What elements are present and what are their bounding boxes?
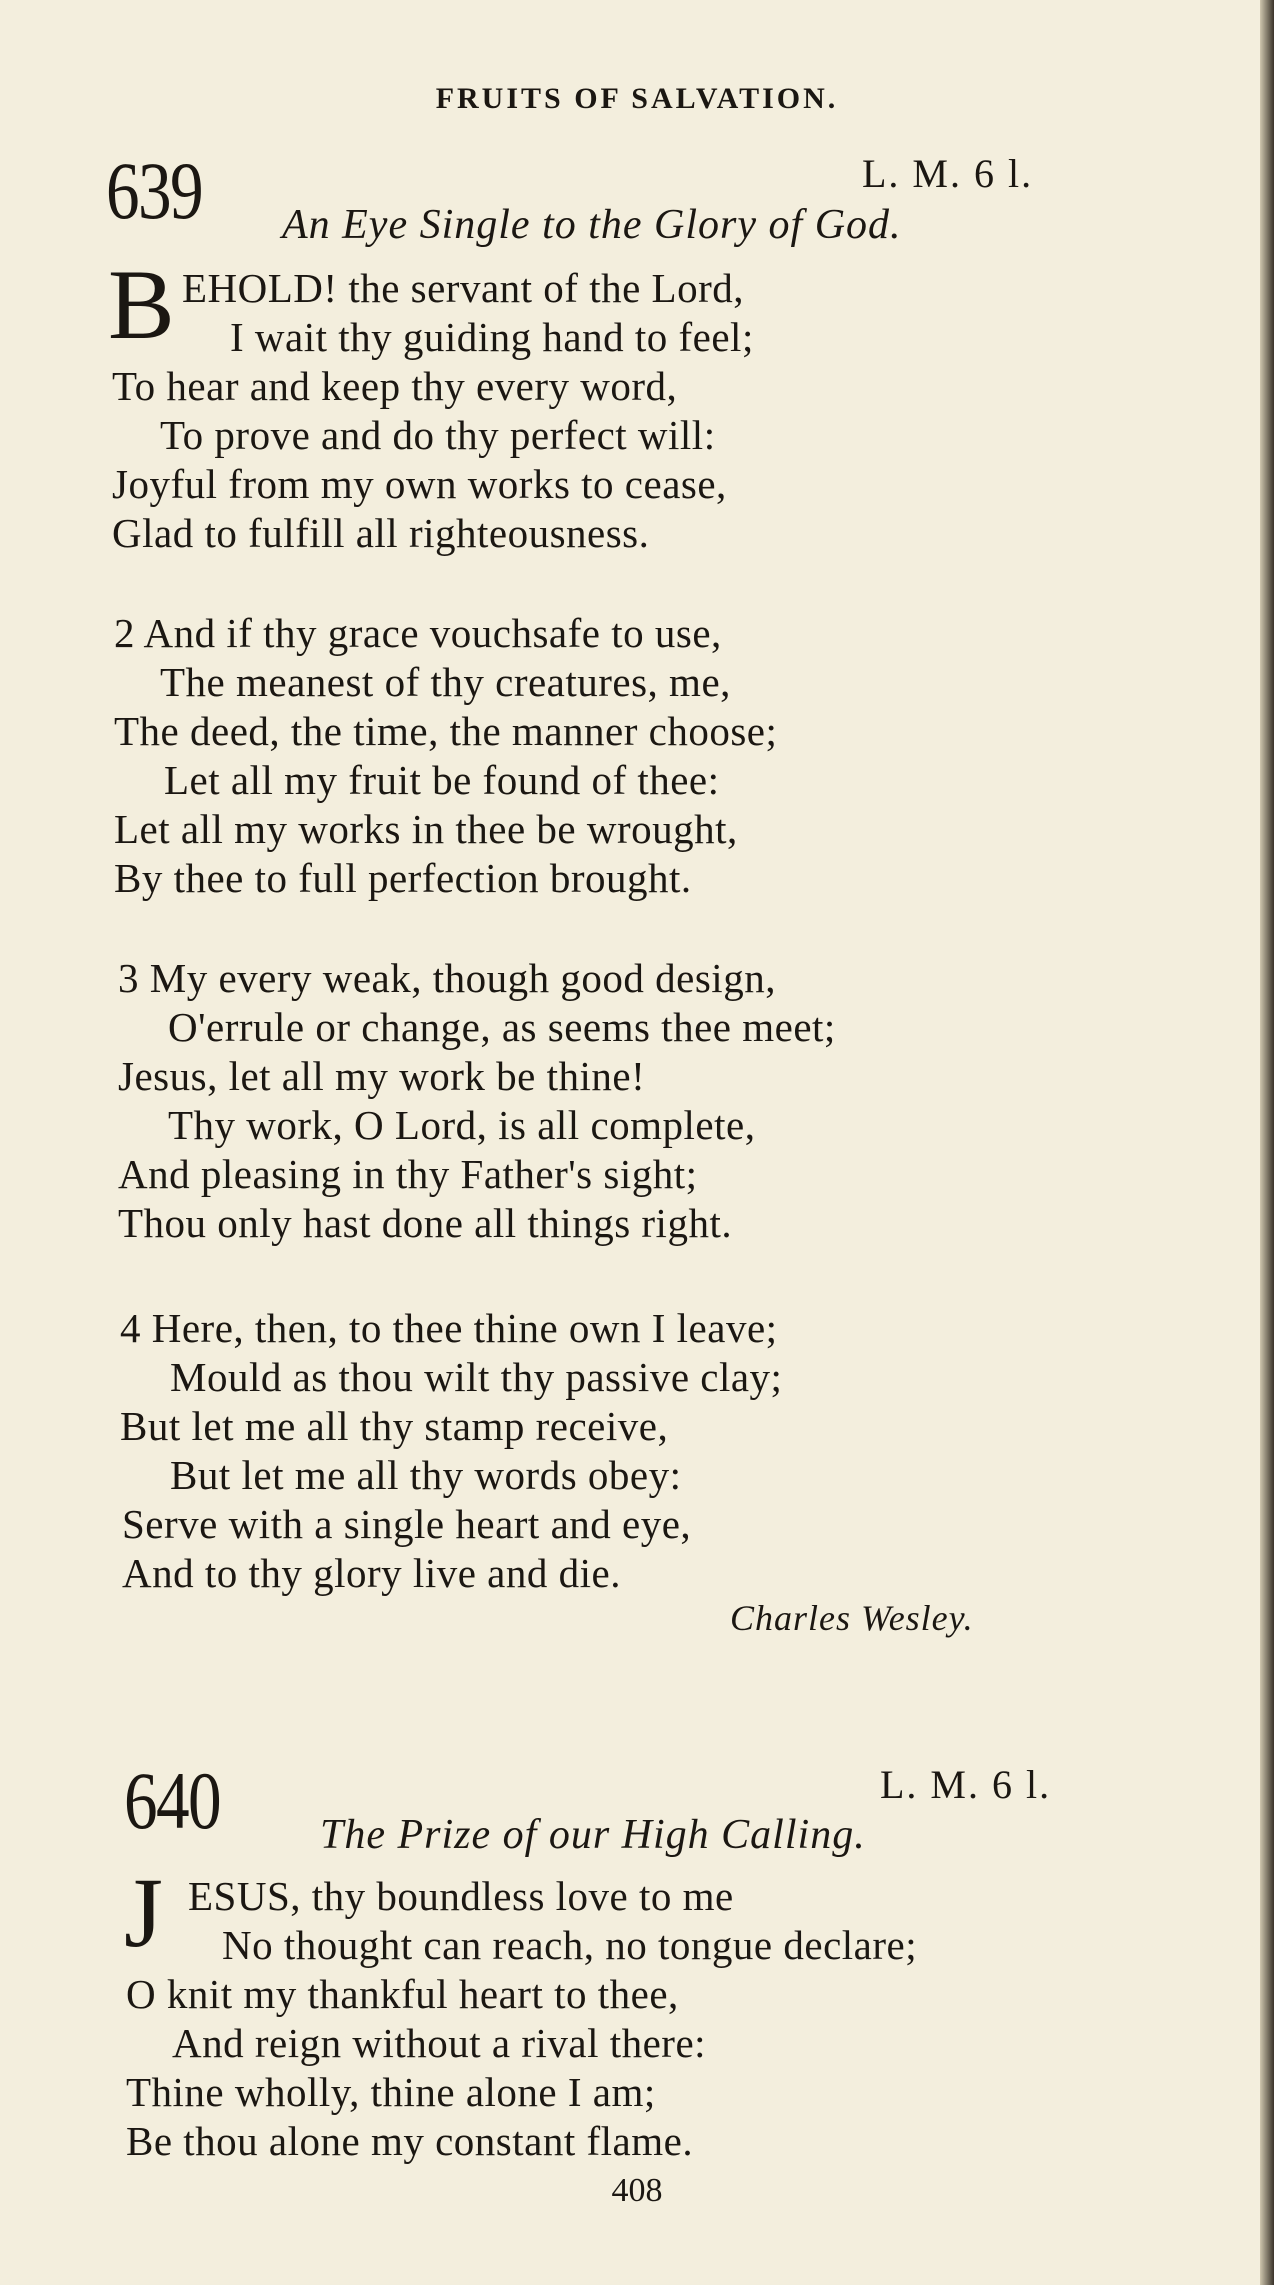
verse-line: Glad to fulfill all righteousness. — [112, 510, 650, 556]
verse-line: The deed, the time, the manner choose; — [114, 708, 778, 754]
verse-line: And to thy glory live and die. — [122, 1550, 621, 1596]
verse-line: By thee to full perfection brought. — [114, 855, 692, 901]
verse-line: 2 And if thy grace vouchsafe to use, — [114, 610, 722, 656]
hymn-meter: L. M. 6 l. — [862, 151, 1034, 196]
hymn-author: Charles Wesley. — [730, 1598, 974, 1638]
verse-line: But let me all thy words obey: — [170, 1452, 682, 1498]
hymn-meter: L. M. 6 l. — [880, 1762, 1052, 1807]
page-edge — [1260, 0, 1274, 2285]
hymn-number: 640 — [124, 1755, 220, 1846]
verse-line: To prove and do thy perfect will: — [160, 412, 716, 458]
verse-line: Thy work, O Lord, is all complete, — [168, 1102, 756, 1148]
running-head: FRUITS OF SALVATION. — [435, 82, 839, 115]
verse-line: Thou only hast done all things right. — [118, 1200, 733, 1246]
verse-line: The meanest of thy creatures, me, — [160, 659, 731, 705]
verse-line: O knit my thankful heart to thee, — [126, 1971, 679, 2017]
verse-line: EHOLD! the servant of the Lord, — [182, 265, 744, 311]
verse-line: But let me all thy stamp receive, — [120, 1403, 669, 1449]
verse-line: 4 Here, then, to thee thine own I leave; — [120, 1305, 778, 1351]
verse-line: Thine wholly, thine alone I am; — [126, 2069, 656, 2115]
hymn-title: The Prize of our High Calling. — [320, 1812, 866, 1858]
verse-line: Jesus, let all my work be thine! — [118, 1053, 646, 1099]
verse-line: No thought can reach, no tongue declare; — [222, 1922, 918, 1968]
verse-line: I wait thy guiding hand to feel; — [230, 314, 754, 360]
hymn-number: 639 — [106, 145, 202, 236]
verse-line: Be thou alone my constant flame. — [126, 2118, 694, 2164]
hymn-title: An Eye Single to the Glory of God. — [282, 202, 902, 248]
verse-line: Mould as thou wilt thy passive clay; — [170, 1354, 783, 1400]
drop-capital: B — [108, 249, 175, 360]
verse-line: And pleasing in thy Father's sight; — [118, 1151, 698, 1197]
verse-line: ESUS, thy boundless love to me — [188, 1873, 734, 1919]
verse-line: Serve with a single heart and eye, — [122, 1501, 692, 1547]
verse-line: O'errule or change, as seems thee meet; — [168, 1004, 836, 1050]
verse-line: Let all my fruit be found of thee: — [164, 757, 720, 803]
verse-line: Joyful from my own works to cease, — [112, 461, 727, 507]
verse-line: And reign without a rival there: — [172, 2020, 707, 2066]
verse-line: To hear and keep thy every word, — [112, 363, 678, 409]
verse-line: Let all my works in thee be wrought, — [114, 806, 738, 852]
verse-line: 3 My every weak, though good design, — [118, 955, 776, 1001]
page-number: 408 — [611, 2172, 663, 2209]
drop-capital: J — [124, 1857, 163, 1968]
